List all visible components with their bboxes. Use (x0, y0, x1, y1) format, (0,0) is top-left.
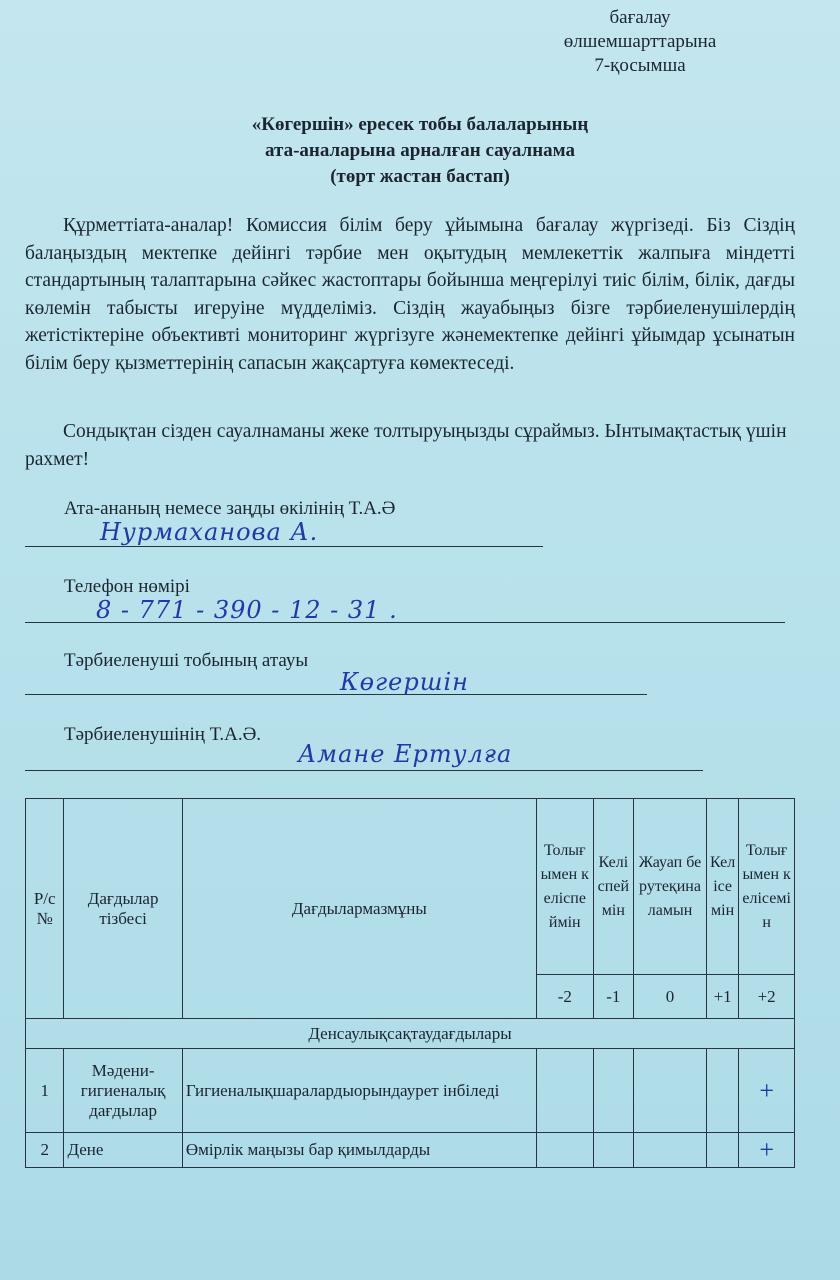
row-num: 1 (26, 1049, 64, 1133)
title-line-2: ата-аналарына арналған сауалнама (265, 140, 575, 161)
answer-cell[interactable] (593, 1049, 633, 1133)
header-undecided: Жауап берутеқиналамын (634, 799, 707, 975)
header-disagree: Келіспеймін (593, 799, 633, 975)
annex-note (530, 6, 750, 78)
answer-cell-marked[interactable]: + (739, 1049, 795, 1133)
parent-name-line (25, 546, 543, 547)
title-line-1: «Көгершін» ересек тобы балаларының (251, 114, 589, 135)
annex-line-3: 7-қосымша (594, 55, 686, 76)
parent-name-value[interactable]: Нурмаханова А. (100, 518, 319, 546)
annex-line-1: бағалау (609, 7, 671, 28)
group-name-line (25, 694, 647, 695)
score-cell: +1 (706, 975, 738, 1019)
thanks-paragraph: Сондықтан сізден сауалнаманы жеке толтыруыңызды сұраймыз. Ынтымақтастық үшін рахмет! (25, 421, 787, 470)
section-row (26, 1019, 795, 1049)
table-header-row (26, 799, 795, 975)
parent-name-label: Ата-ананың немесе заңды өкілінің Т.А.Ә (64, 498, 396, 519)
answer-cell[interactable] (706, 1133, 738, 1168)
header-agree: Келісемін (706, 799, 738, 975)
skills-table (25, 798, 795, 1168)
score-cell: 0 (634, 975, 707, 1019)
child-name-line (25, 770, 703, 771)
phone-value[interactable]: 8 - 771 - 390 - 12 - 31 . (96, 596, 398, 624)
table-row (26, 1133, 795, 1168)
row-content: Гигиеналықшаралардыорындаурет інбіледі (182, 1049, 536, 1133)
score-cell: -2 (536, 975, 593, 1019)
intro-paragraph: Құрметтіата-аналар! Комиссия білім беру ұйымына бағалау жүргізеді. Біз Сіздің балаңыздың мектепке дейінгі тәрбие мен оқытудың мемлекеттік жалпыға міндетті стандартының талаптарына сәйкес жастоптары бойынша меңгерілуі тиіс білім, білік, дағды көлемін табысты игеруіне мүдделіміз. Сіздің жауабыңыз бізге тәрбиеленушілердің жетістіктеріне объективті мониторинг жүргізуге жәнемектепке дейінгі ұйымдар ұсынатын білім беру қызметтерінің сапасын жақсартуға көмектеседі. (25, 215, 795, 374)
answer-cell[interactable] (706, 1049, 738, 1133)
answer-cell[interactable] (593, 1133, 633, 1168)
row-content: Өмірлік маңызы бар қимылдарды (182, 1133, 536, 1168)
score-cell: +2 (739, 975, 795, 1019)
answer-cell[interactable] (536, 1133, 593, 1168)
phone-label: Телефон нөмірі (64, 576, 190, 597)
document-title (150, 112, 690, 190)
group-name-label: Тәрбиеленуші тобының атауы (64, 650, 309, 671)
header-skills-content: Дағдылармазмұны (182, 799, 536, 1019)
title-line-3: (төрт жастан бастап) (330, 166, 510, 187)
answer-cell-marked[interactable]: + (739, 1133, 795, 1168)
table-row (26, 1049, 795, 1133)
row-skill: Мәдени-гигиеналық дағдылар (64, 1049, 182, 1133)
child-name-value[interactable]: Амане Ертулға (298, 740, 513, 768)
group-name-value[interactable]: Көгершін (340, 668, 469, 696)
header-skills-list: Дағдылар тізбесі (64, 799, 182, 1019)
score-cell: -1 (593, 975, 633, 1019)
answer-cell[interactable] (634, 1049, 707, 1133)
row-skill: Дене (64, 1133, 182, 1168)
child-name-label: Тәрбиеленушінің Т.А.Ә. (64, 724, 262, 745)
answer-cell[interactable] (634, 1133, 707, 1168)
header-num: Р/с № (26, 799, 64, 1019)
phone-line (25, 622, 785, 623)
row-num: 2 (26, 1133, 64, 1168)
annex-line-2: өлшемшарттарына (563, 31, 717, 52)
header-strongly-agree: Толығымен келісемін (739, 799, 795, 975)
section-title: Денсаулықсақтаудағдылары (26, 1019, 795, 1049)
answer-cell[interactable] (536, 1049, 593, 1133)
header-strongly-disagree: Толығымен келіспеймін (536, 799, 593, 975)
